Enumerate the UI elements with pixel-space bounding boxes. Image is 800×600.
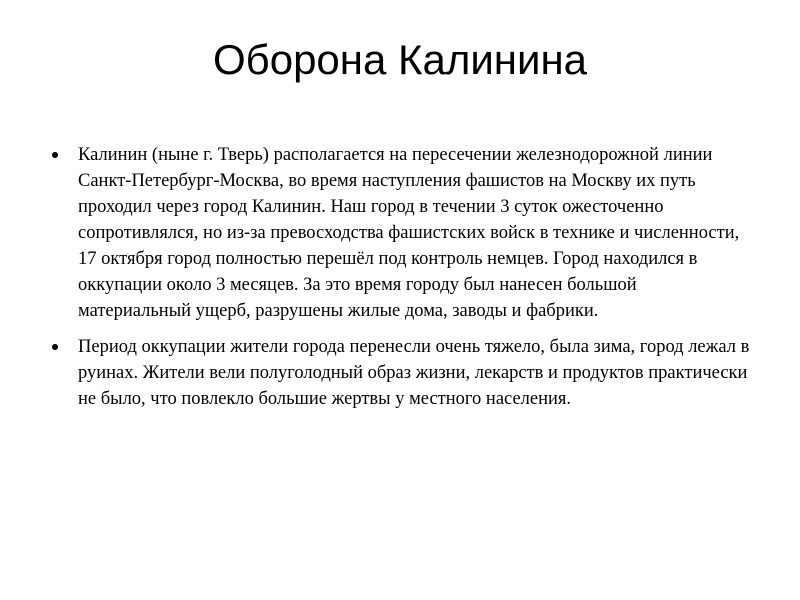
bullet-text-1: Калинин (ныне г. Тверь) располагается на пересечении железнодорожной линии Санкт-Петербург-Москва, во время наступления фашистов на Москву их путь проходил через город Калинин. Наш город в течении 3 суток ожесточенно сопротивлялся, но из-за превосходства фашистских войск в технике и численности, 17 октября город полностью перешёл под контроль немцев. Город находился в оккупации около 3 месяцев. За это время городу был нанесен большой материальный ущерб, разрушены жилые дома, заводы и фабрики. <box>78 145 740 321</box>
bullet-list <box>52 142 752 422</box>
bullet-item-2 <box>52 334 752 412</box>
bullet-dot-icon <box>52 152 58 158</box>
bullet-item-1 <box>52 142 752 324</box>
bullet-text-2: Период оккупации жители города перенесли очень тяжело, была зима, город лежал в руинах. Жители вели полуголодный образ жизни, лекарств и продуктов практически не было, что повлекло большие жертвы у местного населения. <box>78 337 750 409</box>
bullet-dot-icon <box>52 344 58 350</box>
slide-title: Оборона Калинина <box>212 36 588 83</box>
